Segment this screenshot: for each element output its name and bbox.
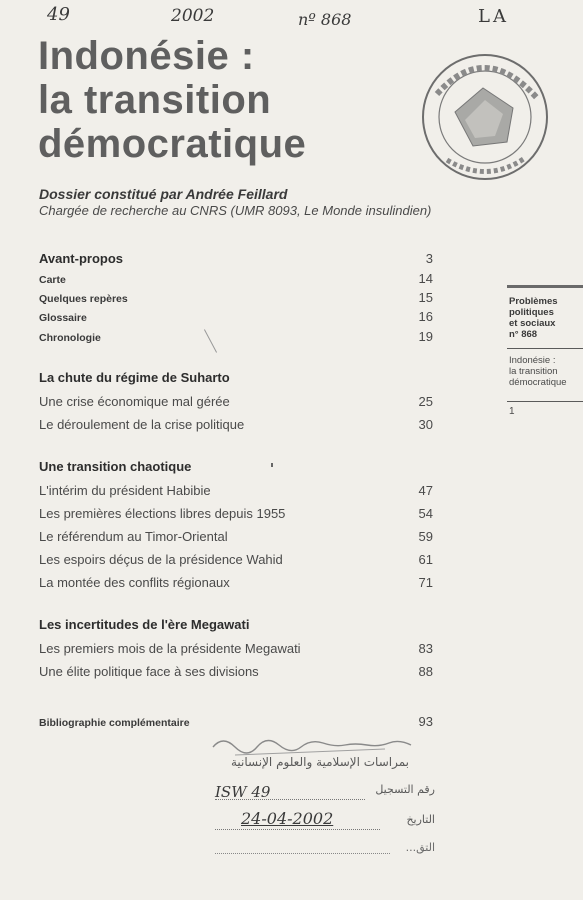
toc-page-number: 19	[418, 329, 433, 344]
toc-label: Les premiers mois de la présidente Megawati	[39, 641, 301, 656]
toc-page-number: 59	[418, 529, 433, 544]
last-label: التق...	[405, 841, 435, 854]
sidebar-mid-rule	[507, 348, 583, 349]
toc-row[interactable]	[39, 483, 433, 498]
toc-row-quelques-reperes[interactable]	[39, 290, 433, 305]
toc-page-number: 83	[418, 641, 433, 656]
handwritten-number-left: 49	[47, 4, 70, 25]
sidebar-series-line: et sociaux	[509, 318, 556, 329]
registration-label: رقم التسجيل	[375, 783, 435, 796]
ink-speck	[271, 463, 273, 467]
dotted-rule	[215, 853, 390, 854]
page-title	[38, 34, 306, 166]
toc-page-number: 30	[418, 417, 433, 432]
sidebar-lower-rule	[507, 401, 583, 402]
handwritten-issue-number: nº 868	[298, 10, 352, 29]
toc-row-glossaire[interactable]	[39, 309, 433, 324]
toc-row[interactable]	[39, 529, 433, 544]
toc-label: Carte	[39, 274, 66, 286]
toc-page-number: 61	[418, 552, 433, 567]
toc-page-number: 3	[425, 251, 433, 266]
sidebar-title-line: la transition	[509, 366, 558, 377]
toc-row-avant-propos[interactable]	[39, 251, 433, 266]
toc-page-number: 93	[418, 714, 433, 729]
library-seal-stamp	[415, 42, 555, 192]
sidebar-series-title	[509, 296, 558, 340]
toc-page-number: 16	[418, 309, 433, 324]
toc-label: Chronologie	[39, 332, 101, 344]
stamp-institution-line: بمراسات الإسلامية والعلوم الإنسانية	[230, 755, 409, 769]
toc-page-number: 47	[418, 483, 433, 498]
toc-label: Les espoirs déçus de la présidence Wahid	[39, 552, 283, 567]
sidebar-series-line: n° 868	[509, 329, 538, 340]
stamp-row-last	[215, 841, 435, 857]
toc-label: Glossaire	[39, 312, 87, 324]
sidebar-series-line: politiques	[509, 307, 554, 318]
toc-page-number: 54	[418, 506, 433, 521]
dotted-rule	[215, 829, 380, 830]
toc-label: Le référendum au Timor-Oriental	[39, 529, 228, 544]
title-line-3: démocratique	[38, 122, 307, 166]
date-label: التاريخ	[406, 813, 435, 826]
toc-label: Les premières élections libres depuis 1955	[39, 506, 286, 521]
toc-label: Une élite politique face à ses divisions	[39, 664, 259, 679]
sidebar-title-line: démocratique	[509, 377, 567, 388]
section-title: Une transition chaotique	[39, 459, 192, 474]
registration-number-handwritten: ISW 49	[215, 783, 271, 801]
toc-row-chronologie[interactable]	[39, 329, 433, 344]
section-title: La chute du régime de Suharto	[39, 370, 230, 385]
toc-row[interactable]	[39, 506, 433, 521]
handwritten-mark-right: LA	[478, 6, 509, 27]
sidebar-title-line: Indonésie :	[509, 355, 556, 366]
toc-row[interactable]	[39, 417, 433, 432]
title-line-2: la transition	[38, 78, 272, 122]
stamp-row-registration	[215, 783, 435, 801]
toc-label: La montée des conflits régionaux	[39, 575, 230, 590]
author-affiliation: Chargée de recherche au CNRS (UMR 8093, Le Monde insulindien)	[39, 203, 432, 218]
title-line-1: Indonésie :	[38, 34, 255, 78]
toc-label: Quelques repères	[39, 293, 128, 305]
toc-row[interactable]	[39, 575, 433, 590]
toc-label: Avant-propos	[39, 251, 124, 266]
sidebar-series-line: Problèmes	[509, 296, 558, 307]
toc-row[interactable]	[39, 394, 433, 409]
toc-row[interactable]	[39, 552, 433, 567]
toc-page-number: 88	[418, 664, 433, 679]
toc-page-number: 14	[418, 271, 433, 286]
dotted-rule	[215, 799, 365, 800]
toc-label: Bibliographie complémentaire	[39, 717, 190, 729]
toc-row[interactable]	[39, 641, 433, 656]
section-title: Les incertitudes de l'ère Megawati	[39, 617, 250, 632]
registration-date-handwritten: 24-04-2002	[241, 809, 334, 828]
sidebar-dossier-title	[509, 355, 567, 388]
toc-row-carte[interactable]	[39, 271, 433, 286]
sidebar-page-number: 1	[509, 406, 515, 417]
stamp-row-date	[215, 811, 435, 831]
toc-section-heading-3[interactable]	[39, 617, 433, 632]
toc-section-heading-2[interactable]	[39, 459, 433, 474]
toc-page-number: 25	[418, 394, 433, 409]
toc-section-heading-1[interactable]	[39, 370, 433, 385]
toc-label: Le déroulement de la crise politique	[39, 417, 245, 432]
handwritten-year: 2002	[171, 6, 215, 26]
sidebar-top-rule	[507, 285, 583, 288]
registration-stamp	[205, 725, 435, 865]
toc-page-number: 71	[418, 575, 433, 590]
author-line: Dossier constitué par Andrée Feillard	[39, 186, 288, 202]
toc-page-number: 15	[418, 290, 433, 305]
toc-label: L'intérim du président Habibie	[39, 483, 211, 498]
toc-label: Une crise économique mal gérée	[39, 394, 230, 409]
toc-row[interactable]	[39, 664, 433, 679]
